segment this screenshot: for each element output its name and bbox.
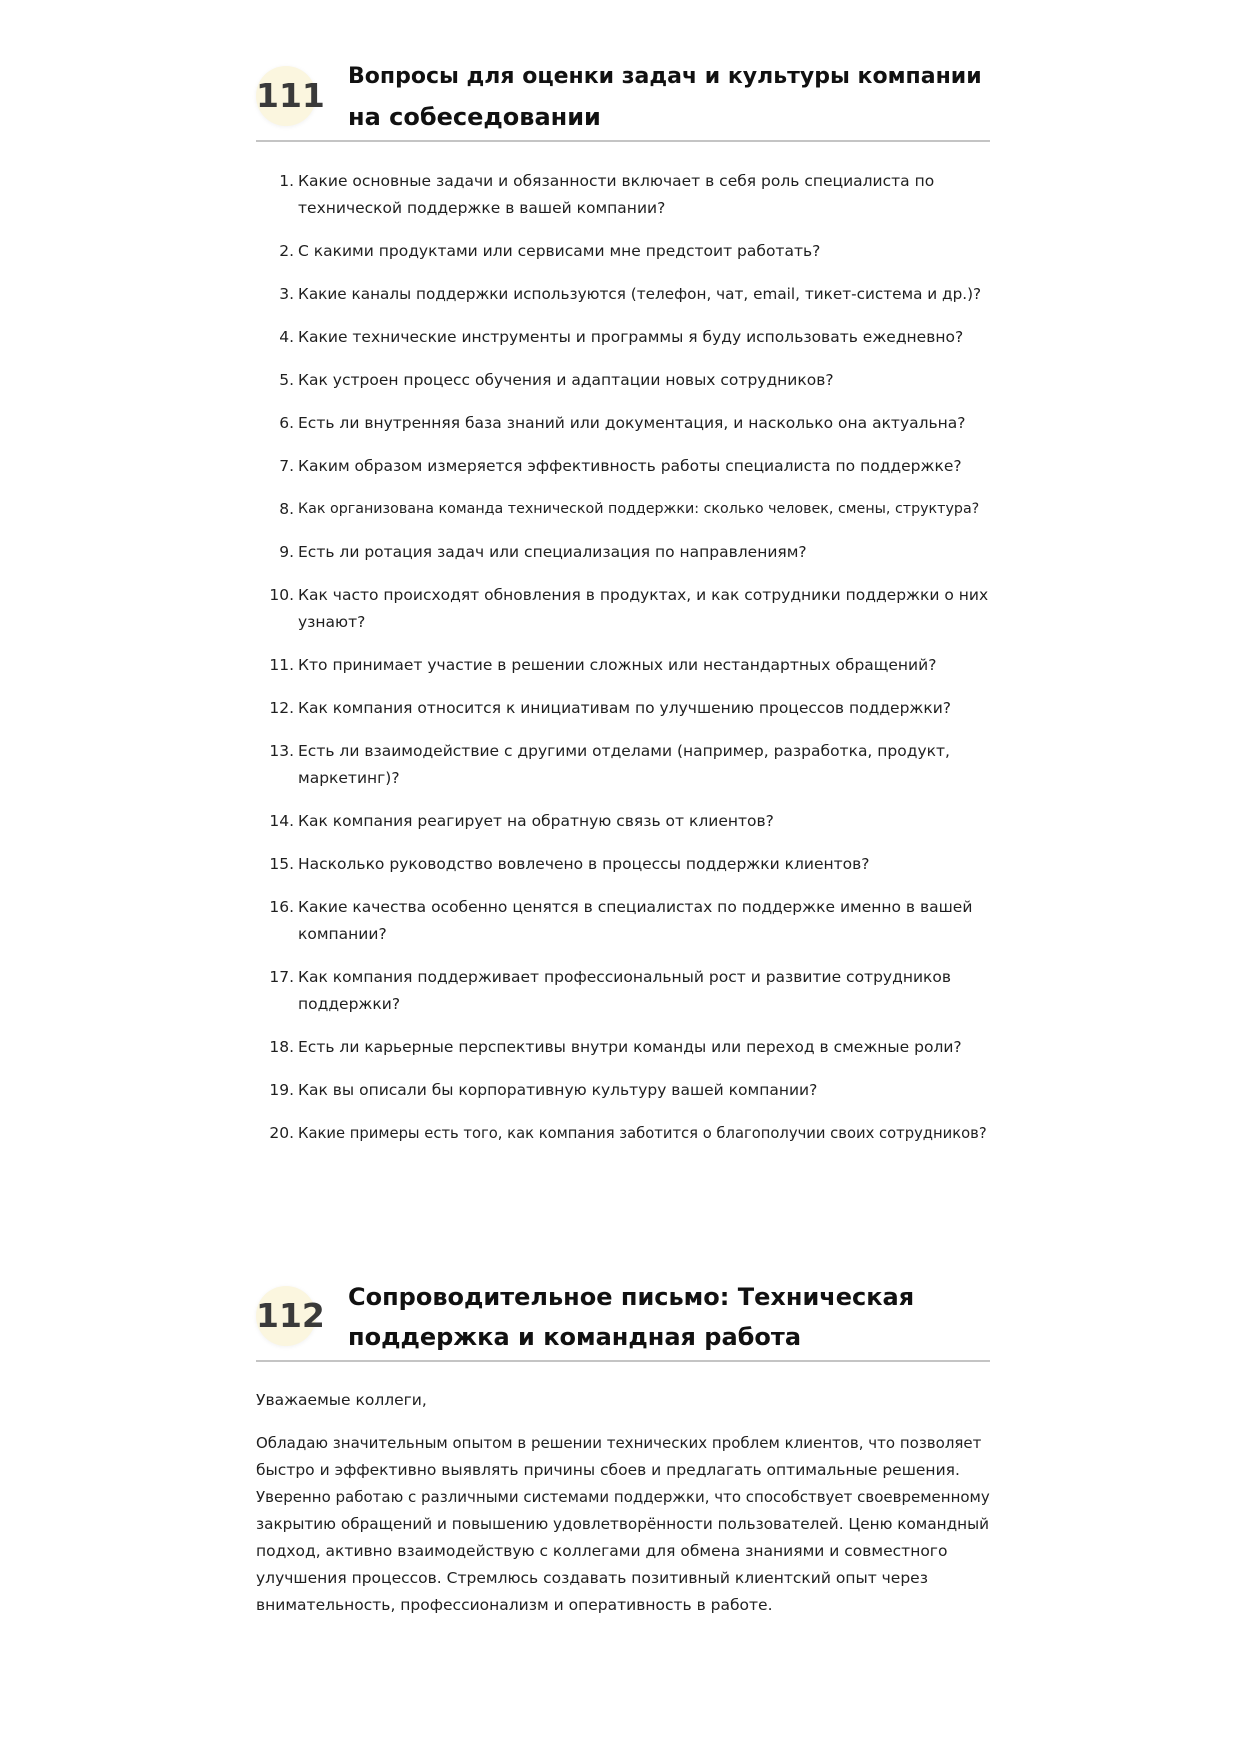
question-number: 6. [279, 414, 294, 432]
question-text-line: Какие технические инструменты и программы я буду использовать ежедневно? [298, 328, 964, 346]
question-item [256, 1034, 990, 1061]
question-number: 3. [279, 285, 294, 303]
question-text-line: узнают? [298, 613, 366, 631]
question-text-line: Как компания поддерживает профессиональный рост и развитие сотрудников [298, 968, 952, 986]
question-item [256, 324, 990, 351]
question-item [256, 738, 990, 792]
question-number: 1. [279, 172, 294, 190]
question-text-line: Как устроен процесс обучения и адаптации новых сотрудников? [298, 371, 834, 389]
section-number-badge: 111 [256, 66, 316, 126]
question-number: 17. [269, 968, 294, 986]
question-item [256, 539, 990, 566]
question-number: 5. [279, 371, 294, 389]
question-text-line: Кто принимает участие в решении сложных или нестандартных обращений? [298, 656, 937, 674]
cover-letter [256, 1387, 990, 1619]
question-item [256, 808, 990, 835]
section-112 [256, 1276, 990, 1635]
question-item [256, 894, 990, 948]
question-item [256, 168, 990, 222]
section-title [348, 1277, 988, 1357]
letter-body-line: закрытию обращений и повышению удовлетворённости пользователей. Ценю командный [256, 1515, 990, 1533]
question-number: 8. [279, 500, 294, 518]
question-text-line: Есть ли ротация задач или специализация по направлениям? [298, 543, 807, 561]
question-number: 11. [269, 656, 294, 674]
question-text-line: Какие качества особенно ценятся в специалистах по поддержке именно в вашей [298, 898, 973, 916]
question-text-line: технической поддержке в вашей компании? [298, 199, 666, 217]
question-text-line: поддержки? [298, 995, 401, 1013]
question-text-line: Как вы описали бы корпоративную культуру вашей компании? [298, 1081, 818, 1099]
section-title-line: на собеседовании [348, 103, 601, 131]
question-number: 20. [269, 1124, 294, 1142]
question-item [256, 851, 990, 878]
question-text-line: Как компания относится к инициативам по улучшению процессов поддержки? [298, 699, 952, 717]
question-item [256, 367, 990, 394]
question-text-line: Какие каналы поддержки используются (телефон, чат, email, тикет-система и др.)? [298, 285, 982, 303]
question-number: 16. [269, 898, 294, 916]
letter-body-line: быстро и эффективно выявлять причины сбоев и предлагать оптимальные решения. [256, 1461, 960, 1479]
question-number: 19. [269, 1081, 294, 1099]
question-item [256, 281, 990, 308]
question-text-line: Как организована команда технической поддержки: сколько человек, смены, структура? [298, 501, 980, 517]
question-number: 13. [269, 742, 294, 760]
question-number: 9. [279, 543, 294, 561]
question-item [256, 652, 990, 679]
section-header [256, 56, 990, 142]
question-number: 14. [269, 812, 294, 830]
question-text-line: Каким образом измеряется эффективность работы специалиста по поддержке? [298, 457, 962, 475]
question-text-line: Как часто происходят обновления в продуктах, и как сотрудники поддержки о них [298, 586, 989, 604]
question-item [256, 496, 990, 523]
section-header [256, 1276, 990, 1362]
question-text-line: С какими продуктами или сервисами мне предстоит работать? [298, 242, 821, 260]
question-item [256, 410, 990, 437]
question-item [256, 582, 990, 636]
question-item [256, 1077, 990, 1104]
question-text-line: маркетинг)? [298, 769, 400, 787]
question-text-line: Есть ли взаимодействие с другими отделами (например, разработка, продукт, [298, 742, 950, 760]
letter-body-line: подход, активно взаимодействую с коллегами для обмена знаниями и совместного [256, 1542, 948, 1560]
question-item [256, 1120, 990, 1147]
question-text-line: Есть ли внутренняя база знаний или документация, и насколько она актуальна? [298, 414, 966, 432]
letter-body-line: Обладаю значительным опытом в решении технических проблем клиентов, что позволяет [256, 1434, 982, 1452]
question-text-line: Какие примеры есть того, как компания заботится о благополучии своих сотрудников? [298, 1125, 987, 1142]
letter-greeting: Уважаемые коллеги, [256, 1391, 427, 1409]
question-item [256, 238, 990, 265]
question-item [256, 453, 990, 480]
section-number-badge: 112 [256, 1286, 316, 1346]
section-111 [256, 56, 990, 1163]
section-title-line: Сопроводительное письмо: Техническая [348, 1283, 915, 1311]
question-number: 10. [269, 586, 294, 604]
section-title-line: поддержка и командная работа [348, 1323, 802, 1351]
question-item [256, 964, 990, 1018]
question-number: 18. [269, 1038, 294, 1056]
letter-body-line: внимательность, профессионализм и оперативность в работе. [256, 1596, 773, 1614]
section-title-line: Вопросы для оценки задач и культуры компании [348, 64, 982, 89]
question-text-line: Какие основные задачи и обязанности включает в себя роль специалиста по [298, 172, 935, 190]
question-number: 7. [279, 457, 294, 475]
question-number: 2. [279, 242, 294, 260]
question-text-line: Как компания реагирует на обратную связь от клиентов? [298, 812, 774, 830]
section-title [348, 57, 988, 137]
question-number: 15. [269, 855, 294, 873]
letter-body-line: Уверенно работаю с различными системами поддержки, что способствует своевременному [256, 1488, 990, 1506]
question-text-line: Насколько руководство вовлечено в процессы поддержки клиентов? [298, 855, 870, 873]
letter-body [256, 1430, 990, 1619]
question-text-line: Есть ли карьерные перспективы внутри команды или переход в смежные роли? [298, 1038, 962, 1056]
questions-list [256, 168, 990, 1147]
question-text-line: компании? [298, 925, 387, 943]
question-number: 12. [269, 699, 294, 717]
question-item [256, 695, 990, 722]
letter-body-line: улучшения процессов. Стремлюсь создавать позитивный клиентский опыт через [256, 1569, 928, 1587]
question-number: 4. [279, 328, 294, 346]
